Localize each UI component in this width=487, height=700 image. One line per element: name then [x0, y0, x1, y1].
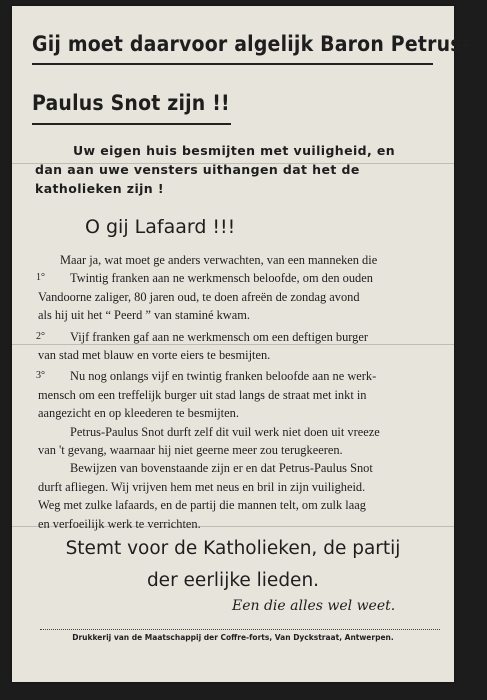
paragraph-line: van 't gevang, waarnaar hij niet geerne meer zou terugkeeren.: [38, 443, 343, 458]
intro-line: Maar ja, wat moet ge anders verwachten, van een manneken die: [60, 253, 378, 267]
headline-line-2: Paulus Snot zijn !!: [32, 91, 442, 115]
subheadline: Uw eigen huis besmijten met vuiligheid, en dan aan uwe vensters uithangen dat het de katholieken zijn !: [35, 143, 396, 196]
list-number: 2°: [36, 330, 45, 342]
call-to-action: Stemt voor de Katholieken, de partij der eerlijke lieden.: [65, 538, 401, 591]
paragraph-line: en verfoeilijk werk te verrichten.: [38, 516, 201, 531]
paragraph-line: Petrus-Paulus Snot durft zelf dit vuil werk niet doen uit vreeze: [70, 424, 380, 439]
headline-underline: [32, 123, 231, 125]
list-number: 3°: [36, 370, 45, 382]
headline-underline: [32, 63, 433, 65]
paragraph-line: Weg met zulke lafaards, en de partij die mannen telt, om zulk laag: [38, 498, 366, 513]
paragraph-line: durft afliegen. Wij vrijven hem met neus en bril in zijn vuiligheid.: [38, 479, 366, 494]
list-item-1: 1° Twintig franken aan ne werkmensch beloofde, om den ouden: [38, 269, 438, 287]
paragraph-line: Bewijzen van bovenstaande zijn er en dat Petrus-Paulus Snot: [70, 461, 373, 476]
headline-line-1: Gij moet daarvoor algelijk Baron Petrus-: [32, 32, 442, 56]
list-item-3: 3° Nu nog onlangs vijf en twintig franken beloofde aan ne werk-: [38, 367, 438, 385]
signature: Een die alles wel weet.: [232, 598, 396, 614]
dotted-divider: [40, 629, 440, 630]
exclamation-heading: O gij Lafaard !!!: [85, 216, 236, 238]
printer-imprint: Drukkerij van de Maatschappij der Coffre-forts, Van Dyckstraat, Antwerpen.: [72, 633, 394, 642]
list-item-2: 2° Vijf franken gaf aan ne werkmensch om een deftigen burger: [38, 328, 438, 346]
list-number: 1°: [36, 272, 45, 284]
flyer-sheet: [12, 6, 470, 682]
body-text: Maar ja, wat moet ge anders verwachten, van een manneken die 1° Twintig franken aan ne werkmensch beloofde, om den ouden Vandoorne zaliger, 80 jaren oud, te doen afreën de zondag avond als hij uit het “ Peerd ” van staminé kwam. 2° Vijf franken gaf aan ne werkmensch om een deftigen burger van stad met blauw en vorte eiers te besmijten. 3° Nu nog onlangs vijf en twintig franken beloofde aan ne werk- mensch om een treffelijk burger uit stad langs de straat met inkt in aangezicht en op kleederen te besmijten. Petrus-Paulus Snot durft zelf dit vuil werk niet doen uit vreeze van 't gevang, waarnaar hij niet geerne meer zou terugkeeren. Bewijzen van bovenstaande zijn er en dat Petrus-Paulus Snot durft afliegen. Wij vrijven hem met neus en bril in zijn vuiligheid. Weg met zulke lafaards, en de partij die mannen telt, om zulk laag en verfoeilijk werk te verrichten.: [38, 251, 438, 533]
